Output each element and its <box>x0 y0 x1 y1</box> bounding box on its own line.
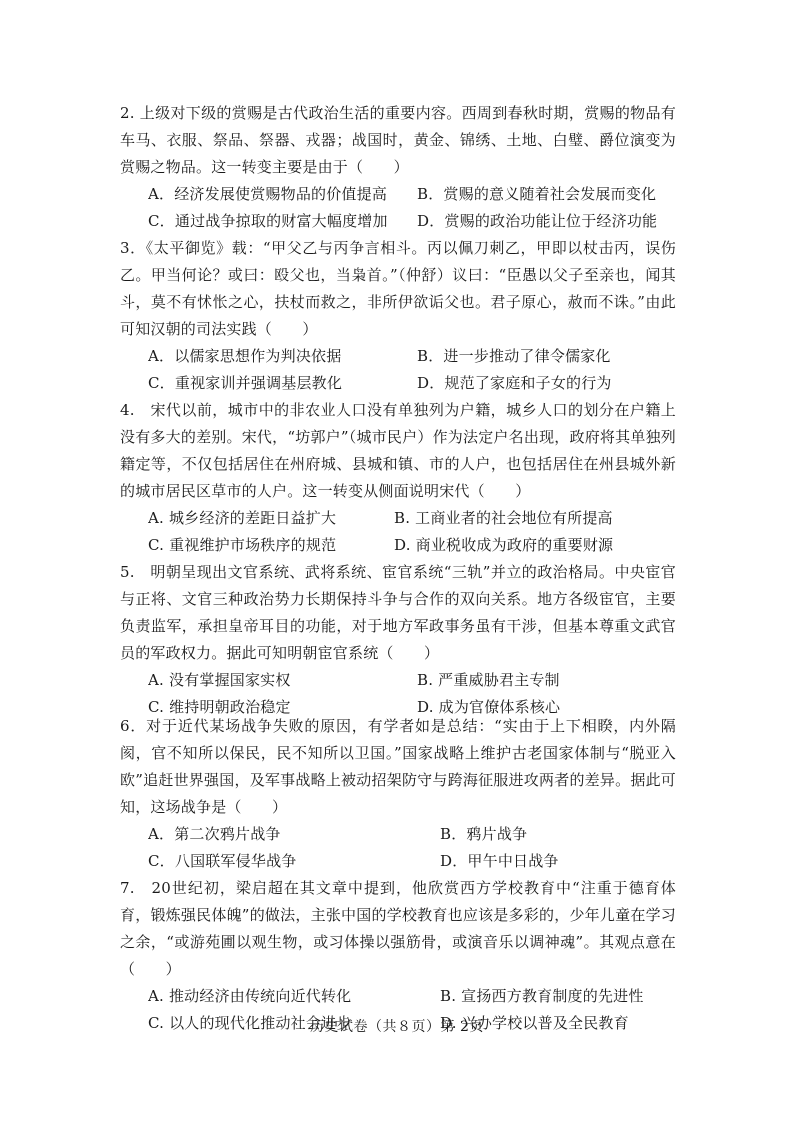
option-b: B．鸦片战争 <box>440 825 528 843</box>
question-stem: 3．《太平御览》载：“甲父乙与丙争言相斗。丙以佩刀刺乙，甲即以杖击丙，误伤乙。甲当何论？或曰：殴父也，当枭首。”（仲舒）议曰：“臣愚以父子至亲也，闻其斗，莫不有怵怅之心，扶杖而救之，非所伊欲诟父也。君子原心，赦而不诛。”由此可知汉朝的司法实践（ ） <box>120 239 676 338</box>
option-row <box>148 848 676 875</box>
option-row <box>148 505 676 532</box>
question-stem: 5. 明朝呈现出文官系统、武将系统、宦官系统“三轨”并立的政治格局。中央宦官与正将、文官三种政治势力长期保持斗争与合作的双向关系。地方各级宦官，主要负责监军，承担皇帝耳目的功能，对于地方军政事务虽有干涉，但基本尊重文武官员的军政权力。据此可知明朝宦官系统（ ） <box>120 563 676 662</box>
option-c: C. 以人的现代化推动社会进步 <box>148 1014 352 1032</box>
option-b: B．赏赐的意义随着社会发展而变化 <box>417 185 657 203</box>
option-row <box>148 208 676 235</box>
question-3 <box>120 235 676 397</box>
option-c: C．通过战争掠取的财富大幅度增加 <box>148 212 388 230</box>
option-d: D．赏赐的政治功能让位于经济功能 <box>417 212 658 230</box>
option-c: C. 维持明朝政治稳定 <box>148 698 291 716</box>
question-stem: 7. 20世纪初，梁启超在其文章中提到，他欣赏西方学校教育中“注重于德育体育，锻炼强民体魄”的做法，主张中国的学校教育也应该是多彩的，少年儿童在学习之余，“或游苑圃以观生物，或习体操以强筋骨，或演音乐以调神魂”。其观点意在（ ） <box>120 879 676 978</box>
option-row <box>148 343 676 370</box>
question-6 <box>120 713 676 875</box>
option-c: C. 重视维护市场秩序的规范 <box>148 536 337 554</box>
option-a: A．经济发展使赏赐物品的价值提高 <box>148 185 388 203</box>
option-b: B. 严重威胁君主专制 <box>417 671 560 689</box>
option-b: B. 宣扬西方教育制度的先进性 <box>440 987 644 1005</box>
option-row <box>148 532 676 559</box>
question-stem: 4. 宋代以前，城市中的非农业人口没有单独列为户籍，城乡人口的划分在户籍上没有多大的差别。宋代，“坊郭户”（城市民户）作为法定户名出现，政府将其单独列籍定等，不仅包括居住在州府城、县城和镇、市的人户，也包括居住在州县城外新的城市居民区草市的人户。这一转变从侧面说明宋代（ ） <box>120 401 676 500</box>
option-c: C．重视家训并强调基层教化 <box>148 374 343 392</box>
option-a: A．以儒家思想作为判决依据 <box>148 347 342 365</box>
question-stem: 6．对于近代某场战争失败的原因，有学者如是总结：“实由于上下相睽，内外隔阂，官不知所以保民，民不知所以卫国。”国家战略上维护古老国家体制与“脱亚入欧”追赶世界强国，及军事战略上被动招架防守与跨海征服进攻两者的差异。据此可知，这场战争是（ ） <box>120 717 676 816</box>
option-d: D. 成为官僚体系核心 <box>417 698 561 716</box>
option-d: D. 商业税收成为政府的重要财源 <box>394 536 614 554</box>
option-row <box>148 667 676 694</box>
option-b: B. 工商业者的社会地位有所提高 <box>394 509 613 527</box>
question-5 <box>120 559 676 721</box>
question-2 <box>120 100 676 235</box>
option-a: A. 推动经济由传统向近代转化 <box>148 987 352 1005</box>
option-d: D．甲午中日战争 <box>440 852 559 870</box>
option-row <box>148 983 676 1010</box>
option-row <box>148 821 676 848</box>
option-c: C．八国联军侵华战争 <box>148 852 297 870</box>
page-footer: 历史试卷（共８页）第 2页 <box>310 1019 484 1035</box>
option-a: A．第二次鸦片战争 <box>148 825 281 843</box>
option-a: A. 城乡经济的差距日益扩大 <box>148 509 337 527</box>
option-b: B．进一步推动了律令儒家化 <box>417 347 611 365</box>
option-d: D. 兴办学校以普及全民教育 <box>440 1014 629 1032</box>
question-4 <box>120 397 676 559</box>
option-row <box>148 181 676 208</box>
option-d: D．规范了家庭和子女的行为 <box>417 374 612 392</box>
question-stem: 2. 上级对下级的赏赐是古代政治生活的重要内容。西周到春秋时期，赏赐的物品有车马、衣服、祭品、祭器、戎器；战国时，黄金、锦绣、土地、白璧、爵位演变为赏赐之物品。这一转变主要是由于（ ） <box>120 104 676 176</box>
question-7 <box>120 875 676 1037</box>
option-a: A. 没有掌握国家实权 <box>148 671 291 689</box>
option-row <box>148 370 676 397</box>
